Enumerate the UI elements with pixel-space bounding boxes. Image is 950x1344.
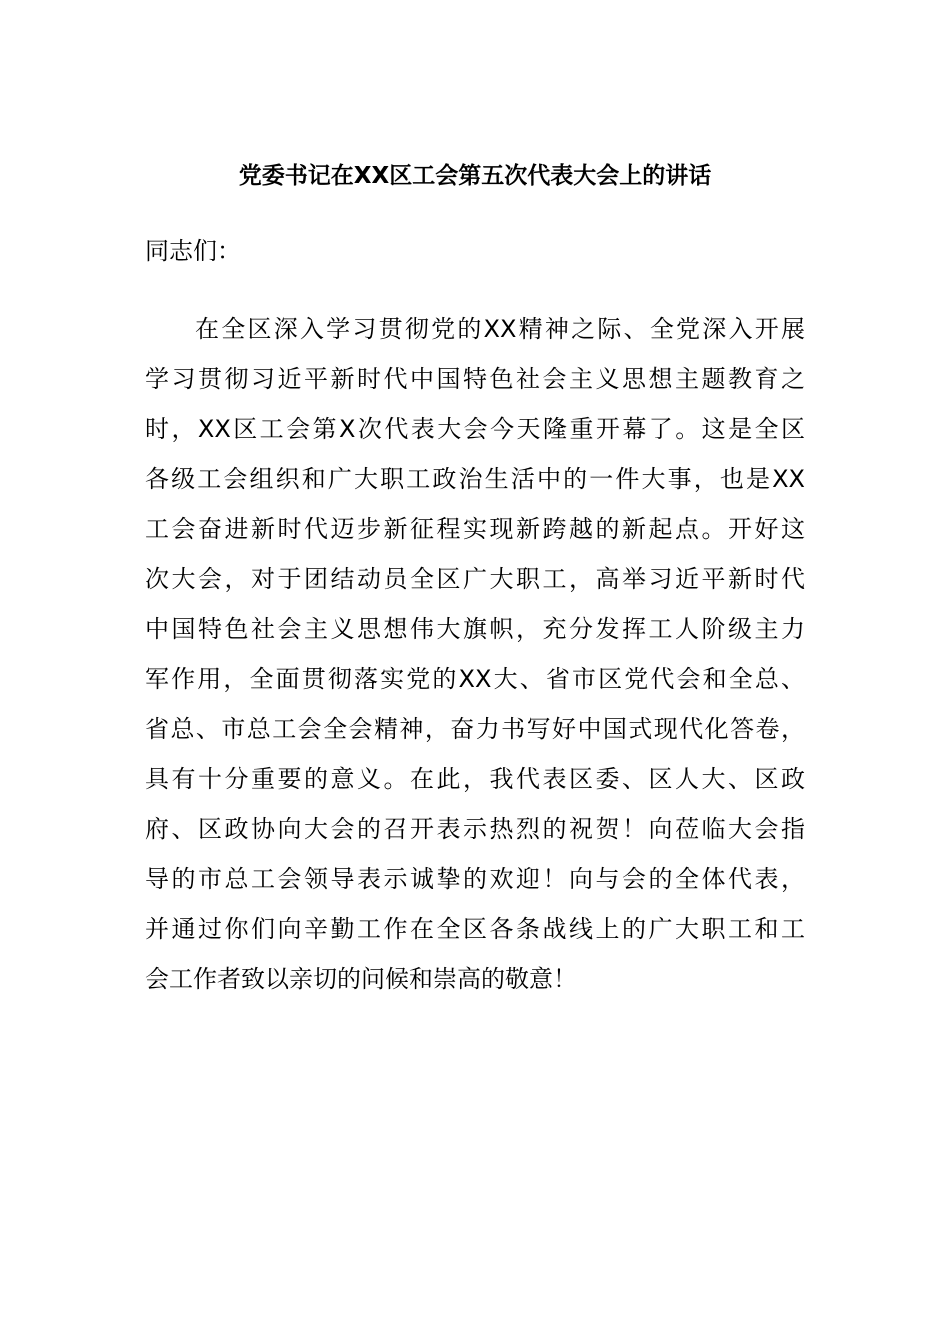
paragraph-line: 军作用，全面贯彻落实党的XX大、省市区党代会和全总、	[145, 665, 805, 693]
paragraph-line: 时，XX区工会第X次代表大会今天隆重开幕了。这是全区	[145, 415, 805, 443]
paragraph-line: 会工作者致以亲切的问候和崇高的敬意！	[145, 965, 577, 993]
paragraph-line: 在全区深入学习贯彻党的XX精神之际、全党深入开展	[195, 315, 805, 343]
salutation: 同志们：	[145, 237, 241, 265]
paragraph-line: 学习贯彻习近平新时代中国特色社会主义思想主题教育之	[145, 365, 805, 393]
paragraph-line: 并通过你们向辛勤工作在全区各条战线上的广大职工和工	[145, 915, 805, 943]
speech-paragraph	[145, 304, 805, 1004]
paragraph-line: 工会奋进新时代迈步新征程实现新跨越的新起点。开好这	[145, 515, 805, 543]
paragraph-line: 省总、市总工会全会精神，奋力书写好中国式现代化答卷，	[145, 715, 805, 743]
paragraph-line: 次大会，对于团结动员全区广大职工，高举习近平新时代	[145, 565, 805, 593]
paragraph-line: 中国特色社会主义思想伟大旗帜，充分发挥工人阶级主力	[145, 615, 805, 643]
paragraph-line: 具有十分重要的意义。在此，我代表区委、区人大、区政	[145, 765, 805, 793]
paragraph-line: 各级工会组织和广大职工政治生活中的一件大事，也是XX	[145, 465, 805, 493]
paragraph-line: 导的市总工会领导表示诚挚的欢迎！向与会的全体代表，	[145, 865, 805, 893]
paragraph-line: 府、区政协向大会的召开表示热烈的祝贺！向莅临大会指	[145, 815, 805, 843]
speech-title: 党委书记在XX区工会第五次代表大会上的讲话	[238, 163, 712, 189]
